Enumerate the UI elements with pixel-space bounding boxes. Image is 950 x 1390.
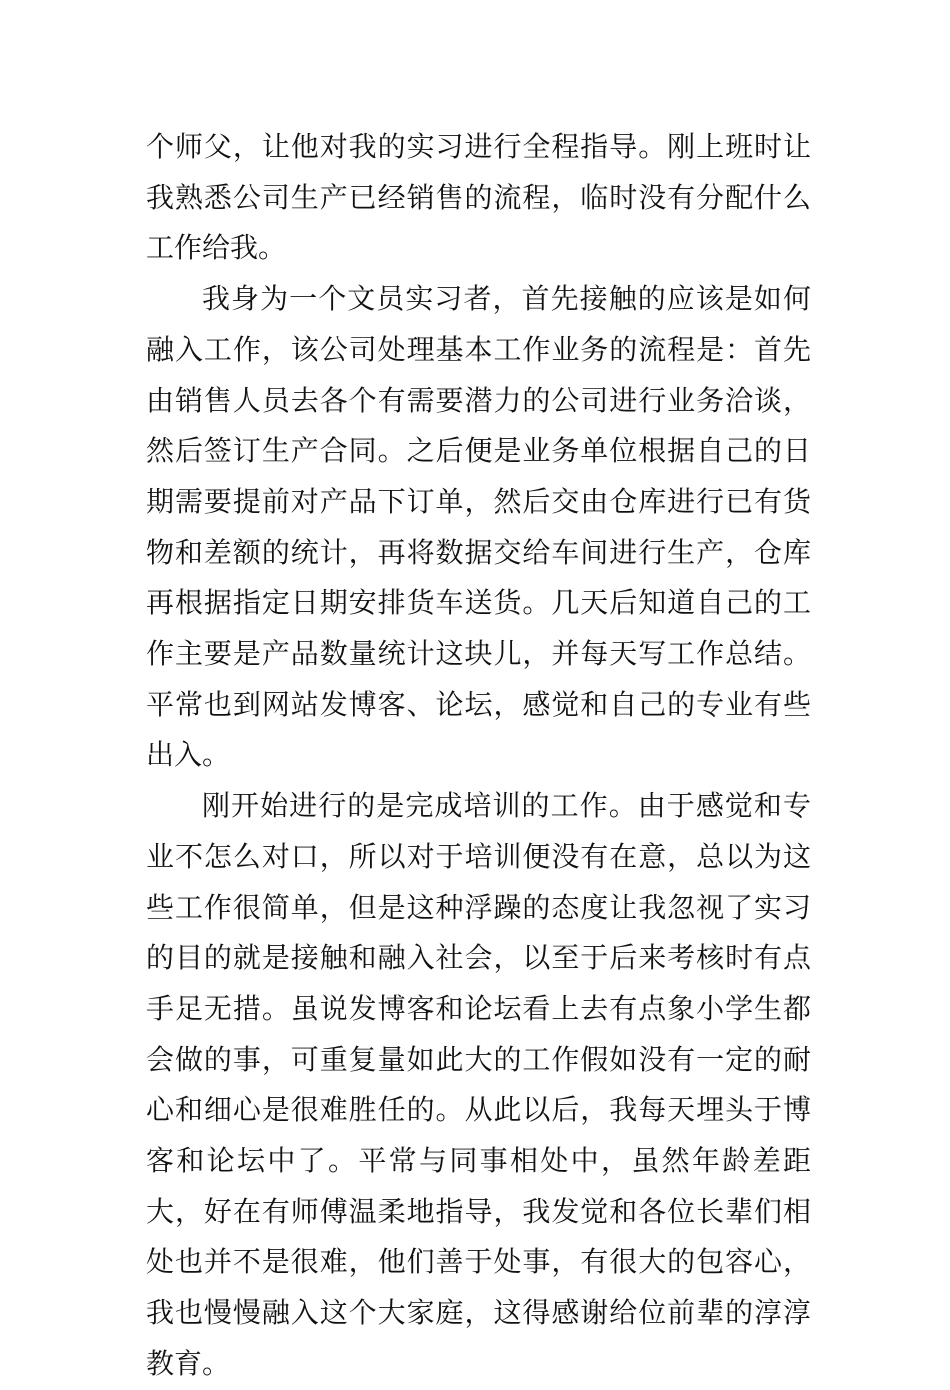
paragraph-continued: 个师父，让他对我的实习进行全程指导。刚上班时让我熟悉公司生产已经销售的流程，临时没有分配什么工作给我。 [146,130,811,265]
document-body [146,122,811,1390]
paragraph-training: 刚开始进行的是完成培训的工作。由于感觉和专业不怎么对口，所以对于培训便没有在意，总以为这些工作很简单，但是这种浮躁的态度让我忽视了实习的目的就是接触和融入社会，以至于后来考核时有点手足无措。虽说发博客和论坛看上去有点象小学生都会做的事，可重复量如此大的工作假如没有一定的耐心和细心是很难胜任的。从此以后，我每天埋头于博客和论坛中了。平常与同事相处中，虽然年龄差距大，好在有师傅温柔地指导，我发觉和各位长辈们相处也并不是很难，他们善于处事，有很大的包容心，我也慢慢融入这个大家庭，这得感谢给位前辈的淳淳教育。 [146,789,811,1380]
paragraph-work-process: 我身为一个文员实习者，首先接触的应该是如何融入工作，该公司处理基本工作业务的流程是：首先由销售人员去各个有需要潜力的公司进行业务洽谈，然后签订生产合同。之后便是业务单位根据自己的日期需要提前对产品下订单，然后交由仓库进行已有货物和差额的统计，再将数据交给车间进行生产，仓库再根据指定日期安排货车送货。几天后知道自己的工作主要是产品数量统计这块儿，并每天写工作总结。平常也到网站发博客、论坛，感觉和自己的专业有些出入。 [146,282,811,772]
